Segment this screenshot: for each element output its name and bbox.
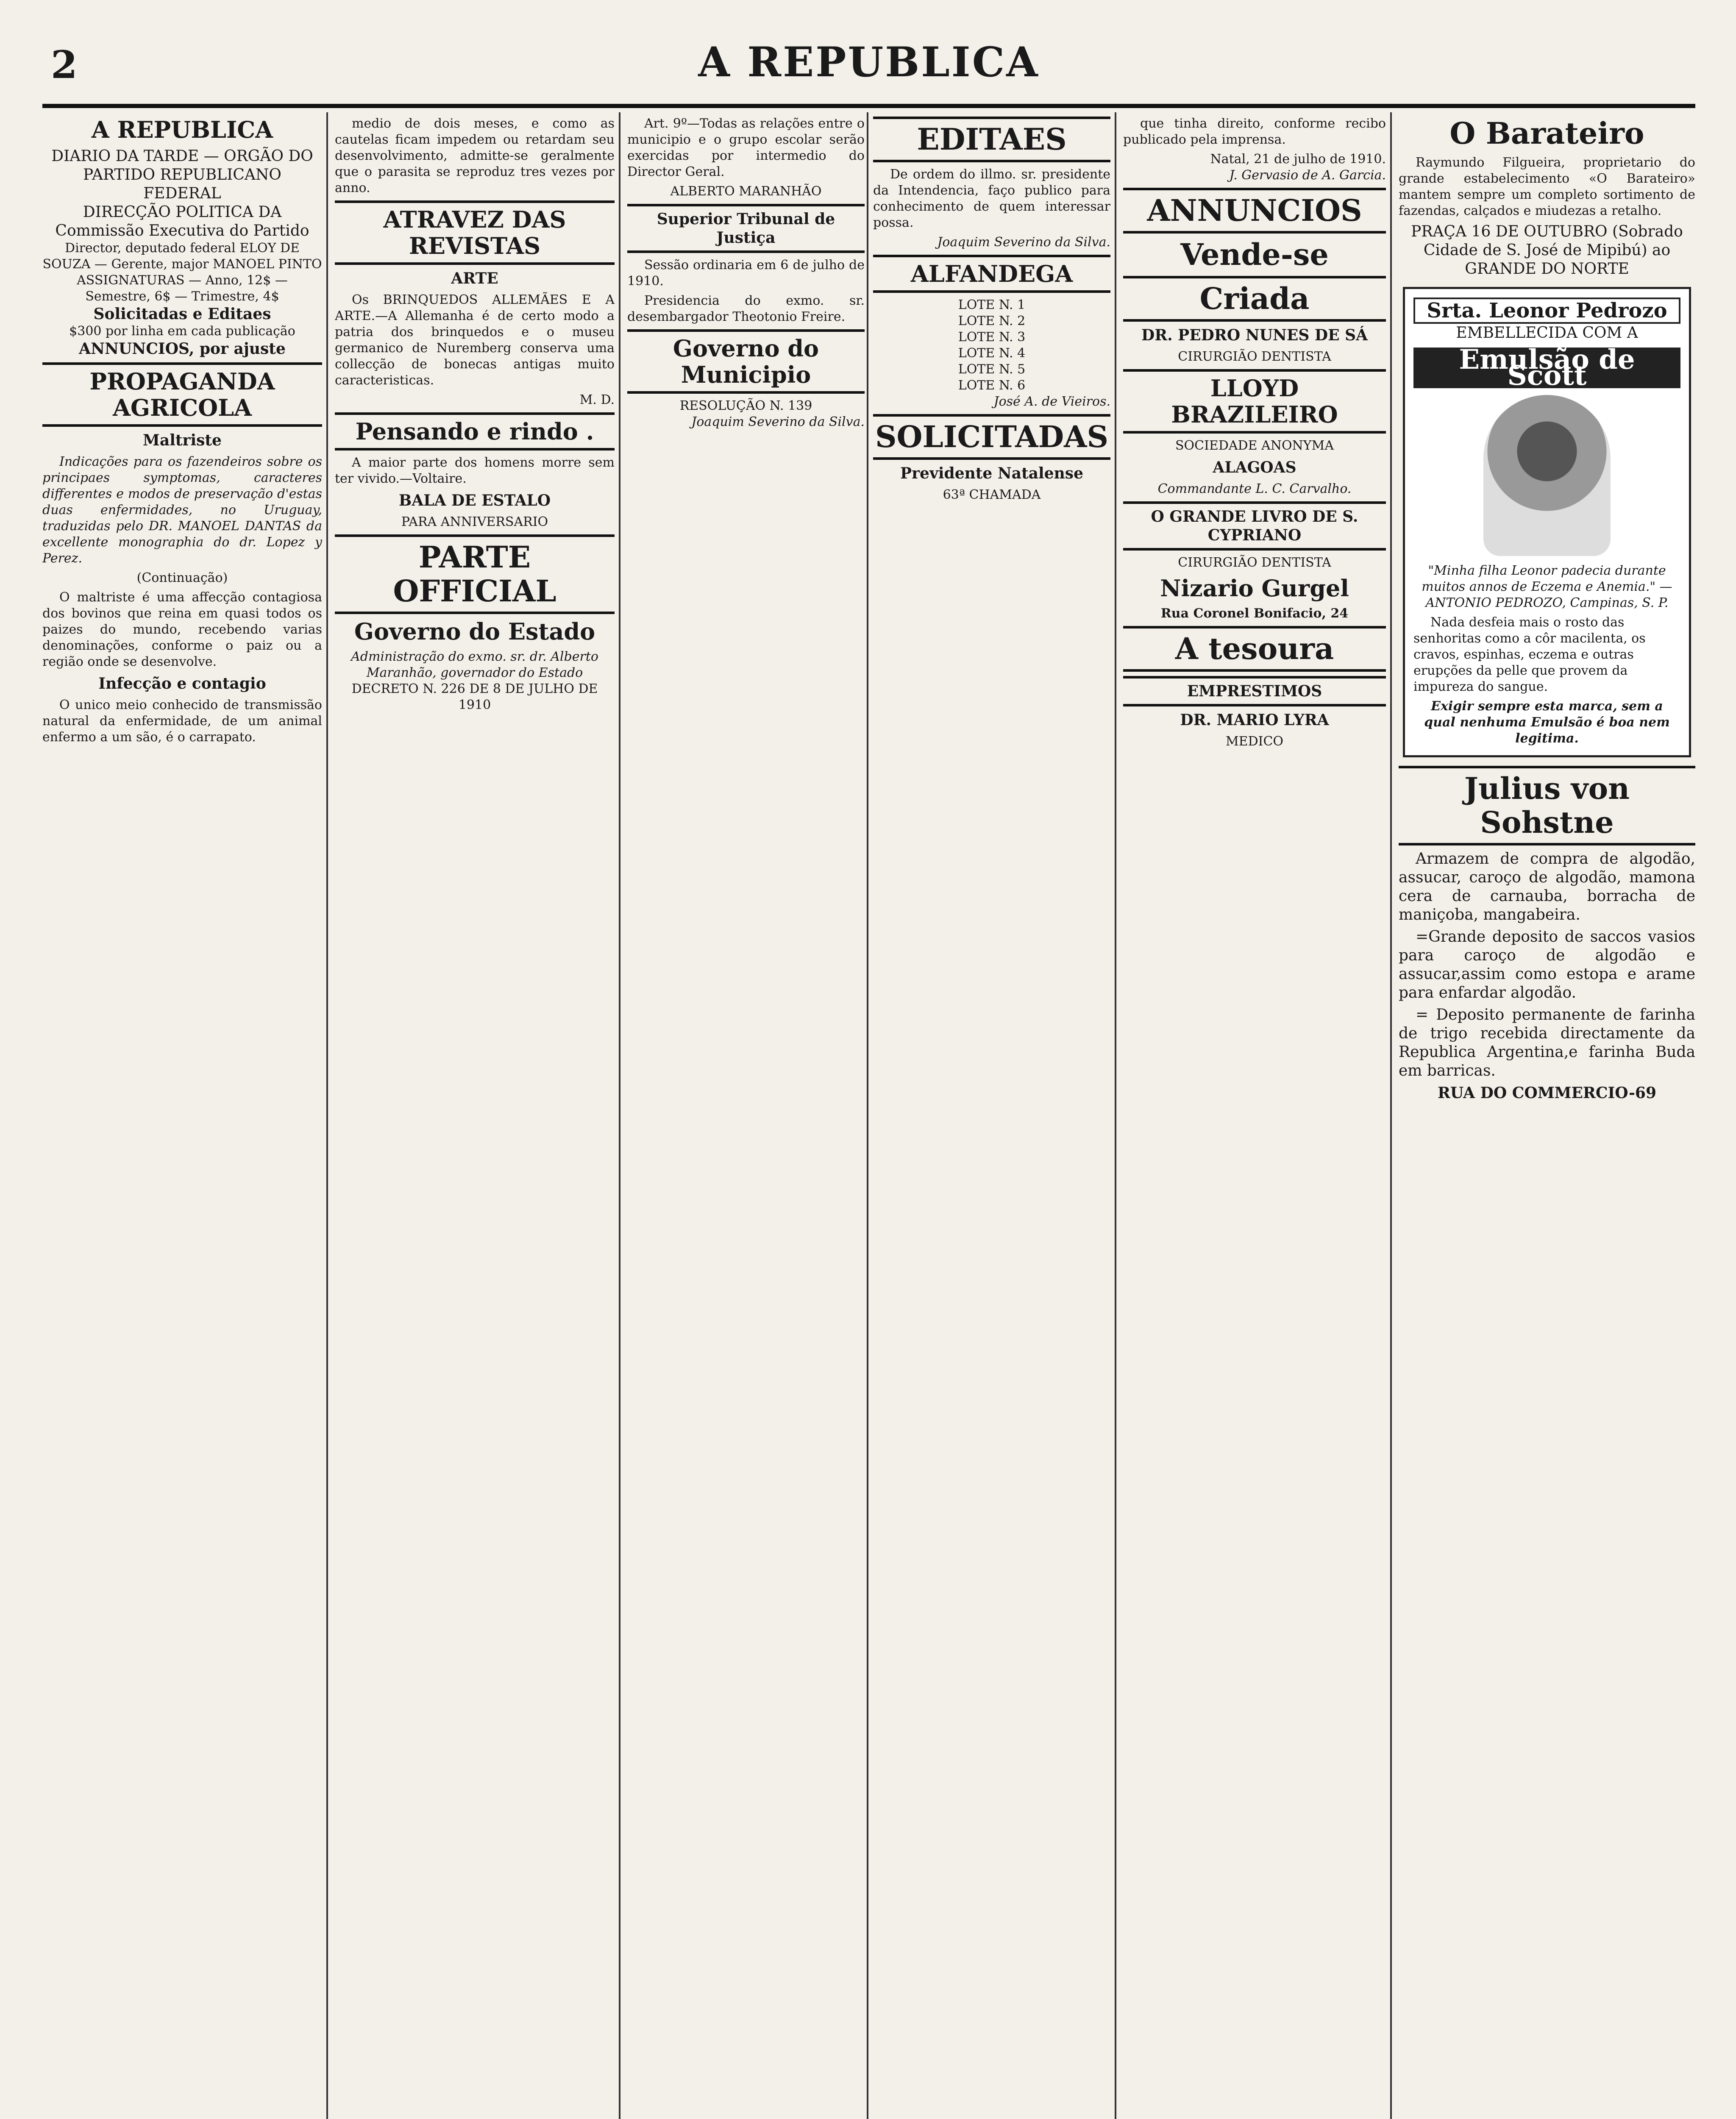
- ad-subtitle: CIRURGIÃO DENTISTA: [1178, 349, 1331, 364]
- signatures: ASSIGNATURAS — Anno, 12$ — Semestre, 6$ — Trimestre, 4$: [77, 273, 288, 304]
- signature: José A. de Vieiros.: [993, 394, 1110, 409]
- section-title: ANNUNCIOS: [1123, 188, 1386, 234]
- article-body: De ordem do illmo. sr. presidente da Intendencia, faço publico para conhecimento de quem interessar possa.: [873, 167, 1110, 230]
- ad-title: EMPRESTIMOS: [1123, 676, 1386, 706]
- lot-label: LOTE N. 1: [958, 298, 1026, 312]
- date: Natal, 21 de julho de 1910.: [1210, 152, 1386, 167]
- poem-title: BALA DE ESTALO: [398, 492, 551, 509]
- article-body: O maltriste é uma affecção contagiosa dos bovinos que reina em quasi todos os paizes do mundo, recebendo varias denominações, conforme o paiz ou a região onde se desenvolve.: [42, 590, 322, 669]
- director: Director, deputado federal ELOY DE SOUZA — Gerente, major MANOEL PINTO: [42, 241, 322, 272]
- section-title: ALFANDEGA: [873, 255, 1110, 293]
- section-title: Governo do Estado: [354, 618, 595, 645]
- direction: DIRECÇÃO POLITICA DA Commissão Executiva do Partido: [55, 203, 309, 239]
- ad-address: Rua Coronel Bonifacio, 24: [1160, 606, 1349, 621]
- ad-subtitle: SOCIEDADE ANONYMA: [1175, 438, 1334, 453]
- ad-title: Julius von Sohstne: [1399, 766, 1695, 845]
- article-title: Maltriste: [143, 431, 222, 449]
- ad-title: Vende-se: [1180, 237, 1329, 272]
- signature: ALBERTO MARANHÃO: [670, 184, 822, 199]
- session: Sessão ordinaria em 6 de julho de 1910.: [627, 258, 865, 289]
- ad-title: Criada: [1123, 276, 1386, 322]
- lot-label: LOTE N. 3: [958, 330, 1026, 345]
- masthead: [42, 38, 1695, 102]
- column-4: [873, 112, 1110, 2119]
- article-body: medio de dois meses, e como as cautelas ficam impedem ou retardam seu desenvolvimento, admitte-se geralmente que o parasita se reproduz tres vezes por anno.: [335, 116, 615, 195]
- annuncios-label: ANNUNCIOS, por ajuste: [79, 340, 286, 358]
- ad-body: =Grande deposito de saccos vasios para caroço de algodão e assucar,assim como estopa e arame para enfardar algodão.: [1399, 928, 1695, 1001]
- ad-subtitle: CIRURGIÃO DENTISTA: [1178, 555, 1331, 570]
- decree: DECRETO N. 226 DE 8 DE JULHO DE 1910: [351, 681, 598, 712]
- ad-title: DR. MARIO LYRA: [1180, 711, 1329, 729]
- ad-subtitle: MEDICO: [1225, 734, 1284, 749]
- administration: Administração do exmo. sr. dr. Alberto Maranhão, governador do Estado: [351, 649, 598, 680]
- quote: A maior parte dos homens morre sem ter vivido.—Voltaire.: [335, 455, 615, 486]
- commander: Commandante L. C. Carvalho.: [1157, 481, 1352, 496]
- column-divider: [326, 112, 328, 2119]
- ad-name: Srta. Leonor Pedrozo: [1413, 298, 1680, 324]
- call-number: 63ª CHAMADA: [943, 487, 1041, 502]
- column-2: [335, 112, 615, 2119]
- newspaper-name: A REPUBLICA: [698, 38, 1040, 86]
- header-rule: [42, 104, 1695, 108]
- signature: Joaquim Severino da Silva.: [691, 414, 865, 429]
- resolution: RESOLUÇÃO N. 139: [679, 398, 812, 413]
- ad-title: Nizario Gurgel: [1160, 575, 1349, 602]
- masthead-subtitle: DIARIO DA TARDE — ORGÃO DO PARTIDO REPUBLICANO FEDERAL: [51, 147, 313, 202]
- ad-title: A tesoura: [1123, 626, 1386, 672]
- page-number: 2: [51, 42, 78, 87]
- column-1: [42, 112, 322, 2119]
- poem-subtitle: PARA ANNIVERSARIO: [401, 514, 548, 529]
- masthead-title: A REPUBLICA: [91, 116, 273, 143]
- ad-body: Armazem de compra de algodão, assucar, caroço de algodão, mamona cera de carnauba, borracha de maniçoba, mangabeira.: [1399, 850, 1695, 923]
- ad-title: O Barateiro: [1449, 116, 1644, 151]
- column-5: [1123, 112, 1386, 2119]
- ad-body: = Deposito permanente de farinha de trigo recebida directamente da Republica Argentina,e farinha Buda em barricas.: [1399, 1006, 1695, 1079]
- ad-subtitle: EMBELLECIDA COM A: [1456, 324, 1638, 342]
- signature: J. Gervasio de A. Garcia.: [1229, 168, 1386, 183]
- section-title: PARTE OFFICIAL: [335, 534, 615, 614]
- lot-label: LOTE N. 6: [958, 378, 1026, 393]
- presidency: Presidencia do exmo. sr. desembargador Theotonio Freire.: [627, 293, 865, 324]
- article-body: Os BRINQUEDOS ALLEMÃES E A ARTE.—A Allemanha é de certo modo a patria dos brinquedos e o museu germanico de Nuremberg conserva uma collecção de bonecas antigas muito caracteristicas.: [335, 292, 615, 388]
- column-6: [1399, 112, 1695, 2119]
- article-intro: Indicações para os fazendeiros sobre os principaes symptomas, caracteres differentes e modos de preservação d'estas duas enfermidades, no Uruguay, traduzidas pelo DR. MANOEL DANTAS da excellente monographia do dr. Lopez y Perez.: [42, 454, 322, 566]
- ad-footer: RUA DO COMMERCIO-69: [1437, 1084, 1657, 1102]
- column-divider: [1115, 112, 1116, 2119]
- signature: Joaquim Severino da Silva.: [937, 235, 1110, 250]
- lot-label: LOTE N. 4: [958, 346, 1026, 361]
- ad-address: PRAÇA 16 DE OUTUBRO (Sobrado Cidade de S. José de Mipibú) ao GRANDE DO NORTE: [1411, 223, 1683, 278]
- section-title: ATRAVEZ DAS REVISTAS: [335, 200, 615, 265]
- ship-name: ALAGOAS: [1213, 459, 1296, 476]
- ad-title: DR. PEDRO NUNES DE SÁ: [1141, 326, 1368, 344]
- continuation: (Continuação): [136, 570, 228, 585]
- subheading: Infecção e contagio: [98, 675, 266, 692]
- lot-label: LOTE N. 2: [958, 314, 1026, 328]
- column-divider: [1390, 112, 1392, 2119]
- subsection-title: Previdente Natalense: [900, 464, 1083, 482]
- editaes-label: Solicitadas e Editaes: [93, 305, 271, 323]
- section-title: Pensando e rindo .: [335, 412, 615, 450]
- scott-ad: [1403, 287, 1691, 757]
- subsection-title: ARTE: [451, 270, 498, 287]
- ad-title: LLOYD BRAZILEIRO: [1123, 369, 1386, 434]
- ad-brand: Emulsão de Scott: [1413, 348, 1680, 388]
- signature: M. D.: [579, 392, 615, 407]
- section-title: Superior Tribunal de Justiça: [627, 204, 865, 253]
- column-divider: [619, 112, 620, 2119]
- article-body: que tinha direito, conforme recibo publicado pela imprensa.: [1123, 116, 1386, 147]
- ad-title: O GRANDE LIVRO DE S. CYPRIANO: [1123, 501, 1386, 551]
- portrait-image: [1483, 395, 1611, 556]
- ad-body: Nada desfeia mais o rosto das senhoritas como a côr macilenta, os cravos, espinhas, eczema e outras erupções da pelle que provem da impureza do sangue.: [1413, 615, 1646, 694]
- article-body: O unico meio conhecido de transmissão natural da enfermidade, de um animal enfermo a um são, é o carrapato.: [42, 698, 322, 745]
- section-title: PROPAGANDA AGRICOLA: [42, 362, 322, 427]
- ad-footer: Exigir sempre esta marca, sem a qual nenhuma Emulsão é boa nem legitima.: [1424, 699, 1670, 746]
- section-title: SOLICITADAS: [873, 414, 1110, 460]
- editaes-price: $300 por linha em cada publicação: [69, 324, 295, 339]
- section-title: Governo do Municipio: [627, 329, 865, 394]
- ad-quote: "Minha filha Leonor padecia durante muitos annos de Eczema e Anemia." —ANTONIO PEDROZO, Campinas, S. P.: [1422, 563, 1672, 610]
- column-divider: [867, 112, 868, 2119]
- article-body: Art. 9º—Todas as relações entre o municipio e o grupo escolar serão exercidas por intermedio do Director Geral.: [627, 116, 865, 179]
- lot-label: LOTE N. 5: [958, 362, 1026, 377]
- section-title: EDITAES: [873, 117, 1110, 162]
- column-3: [627, 112, 865, 2119]
- ad-body: Raymundo Filgueira, proprietario do grande estabelecimento «O Barateiro» mantem sempre um completo sortimento de fazendas, calçados e miudezas a retalho.: [1399, 155, 1695, 218]
